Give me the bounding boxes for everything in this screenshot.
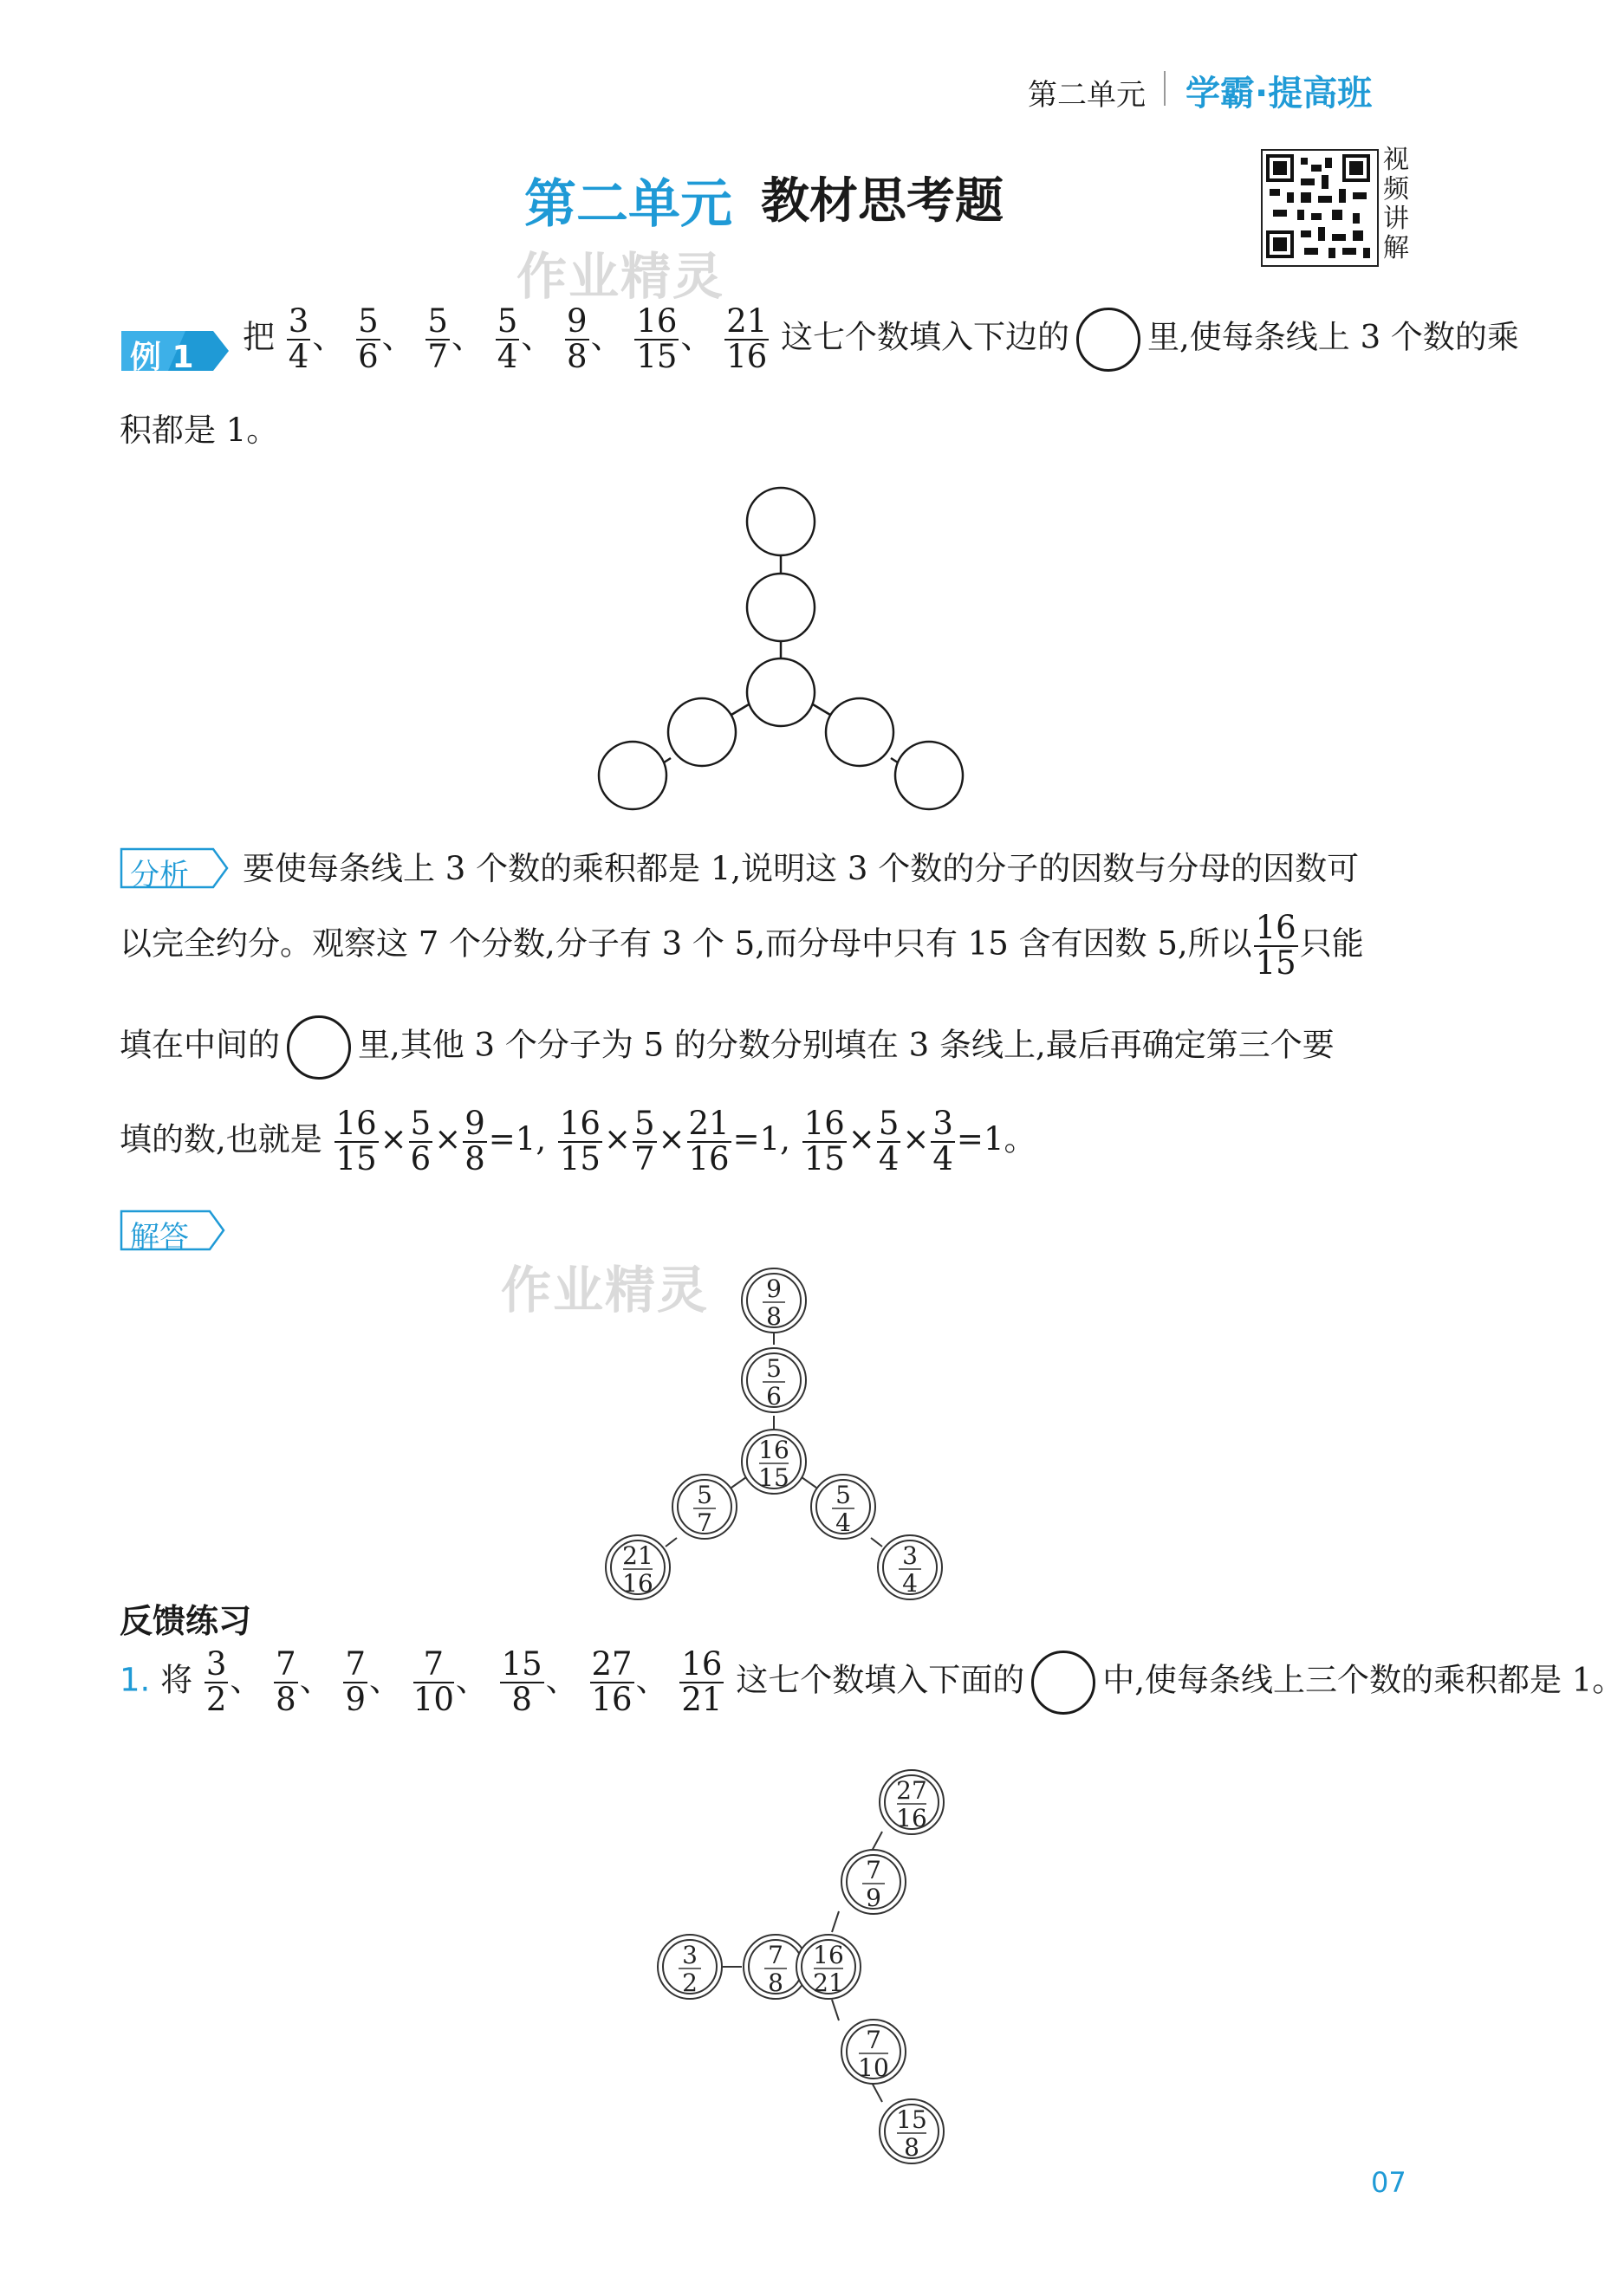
fb-upper-den: 9 — [866, 1884, 881, 1912]
example-tag-label: 例 1 — [130, 340, 194, 375]
answer-left-inner-den: 7 — [697, 1508, 712, 1537]
header-unit: 第二单元 — [1028, 78, 1146, 113]
blank-circle — [287, 1015, 351, 1080]
section-title: 反馈练习 — [120, 1602, 252, 1640]
fraction: $\frac{9}{8}$ — [567, 302, 588, 375]
fraction: $\frac{16}{21}$ — [681, 1645, 723, 1718]
fraction: $\frac{16}{15}$ — [636, 302, 678, 375]
fraction: $\frac{27}{16}$ — [591, 1645, 633, 1718]
blank-node — [747, 658, 815, 726]
header-divider — [1164, 71, 1166, 106]
answer-center-den: 15 — [758, 1463, 789, 1492]
example-intro-mid: 这七个数填入下边的 — [781, 318, 1070, 356]
answer-upper-den: 6 — [766, 1382, 782, 1411]
answer-left-inner-num: 5 — [697, 1481, 712, 1509]
analysis-line-2: 以完全约分。观察这 7 个分数,分子有 3 个 5,而分母中只有 15 含有因数 5,所以 $\frac{16}{15}$ 只能 — [120, 909, 1364, 982]
fraction: $\frac{21}{16}$ — [726, 302, 768, 375]
fb-left-outer-num: 3 — [682, 1941, 698, 1969]
fb-lower-den: 10 — [858, 2053, 889, 2082]
fb-left-inner-den: 8 — [768, 1968, 783, 1997]
blank-node — [747, 574, 815, 641]
page-title-unit: 第二单元 — [524, 174, 732, 235]
qr-code-icon — [1263, 151, 1374, 262]
answer-right-inner-den: 4 — [835, 1508, 851, 1537]
analysis-line-3: 填在中间的 里,其他 3 个分子为 5 的分数分别填在 3 条线上,最后再确定第三个要 — [120, 1015, 1335, 1080]
blank-node — [826, 698, 893, 766]
qr-label: 视频讲解 — [1383, 145, 1409, 263]
question-number: 1. — [120, 1661, 151, 1699]
answer-tag-label: 解答 — [130, 1220, 189, 1255]
fb-top-den: 16 — [896, 1804, 927, 1832]
answer-left-outer-den: 16 — [622, 1569, 653, 1598]
fraction: $\frac{5}{6}$ — [358, 302, 379, 375]
answer-top-num: 9 — [766, 1274, 782, 1303]
blank-node — [895, 742, 963, 809]
example-line-1: 把 $\frac{3}{4}$ 、 $\frac{5}{6}$ 、 $\frac{5}{7}$ 、 $\frac{5}{4}$ 、 $\frac{9}{8}$ 、 $\frac{16}{15}$ 、 $\frac{21}{16}$ 这七个数填入下边的 里,使每条线上 3 个数的乘 — [243, 302, 1519, 375]
answer-diagram — [589, 1261, 971, 1612]
blank-circle — [1031, 1651, 1095, 1715]
answer-upper-num: 5 — [766, 1354, 782, 1383]
example-intro-end: 里,使每条线上 3 个数的乘 — [1147, 318, 1519, 356]
blank-node — [747, 488, 815, 555]
feedback-answer-diagram — [624, 1767, 971, 2162]
watermark: 作业精灵 — [501, 1261, 710, 1320]
example-intro-start: 把 — [243, 318, 275, 356]
fraction: $\frac{3}{2}$ — [205, 1645, 227, 1718]
page-title-name: 教材思考题 — [761, 173, 1004, 230]
fb-upper-num: 7 — [866, 1856, 881, 1884]
blank-node — [668, 698, 736, 766]
answer-center-num: 16 — [758, 1436, 789, 1464]
fb-lower-num: 7 — [866, 2026, 881, 2054]
fraction: $\frac{7}{9}$ — [345, 1645, 367, 1718]
fb-center-num: 16 — [813, 1941, 844, 1969]
page-number: 07 — [1371, 2166, 1406, 2199]
blank-node — [599, 742, 666, 809]
analysis-tag-label: 分析 — [130, 858, 189, 892]
equation-1: $\frac{16}{15}$ × $\frac{5}{6}$ × $\frac{9}{8}$ =1 — [335, 1105, 536, 1177]
answer-left-outer-num: 21 — [622, 1541, 653, 1570]
answer-right-outer-num: 3 — [902, 1541, 918, 1570]
equation-3: $\frac{16}{15}$ × $\frac{5}{4}$ × $\frac{3}{4}$ =1 — [803, 1105, 1004, 1177]
blank-diagram — [581, 481, 979, 827]
example-line-2: 积都是 1。 — [120, 412, 279, 449]
analysis-line-4: 填的数,也就是 $\frac{16}{15}$ × $\frac{5}{6}$ × $\frac{9}{8}$ =1, $\frac{16}{15}$ × $\frac{5}{7}$ × $\frac{21}{16}$ =1, $\frac{16}{15}$ × $\frac{5}{4}$ × $\frac{3}{4}$ =1。 — [120, 1105, 1036, 1177]
fb-left-outer-den: 2 — [682, 1968, 698, 1997]
fraction: $\frac{16}{15}$ — [1255, 909, 1296, 982]
fb-center-den: 21 — [813, 1968, 844, 1997]
fraction: $\frac{7}{10}$ — [412, 1645, 454, 1718]
answer-top-den: 8 — [766, 1302, 782, 1331]
fb-left-inner-num: 7 — [768, 1941, 783, 1969]
watermark: 作业精灵 — [516, 247, 725, 306]
fb-bottom-num: 15 — [896, 2105, 927, 2134]
blank-circle — [1076, 308, 1140, 372]
feedback-question-1: 1. 将 $\frac{3}{2}$ 、 $\frac{7}{8}$ 、 $\frac{7}{9}$ 、 $\frac{7}{10}$ 、 $\frac{15}{8}$ 、 $\frac{27}{16}$ 、 $\frac{16}{21}$ 这七个数填入下面的 中,使每条线上三个数的乘积都是 1。 — [120, 1645, 1624, 1718]
fb-top-num: 27 — [896, 1776, 927, 1805]
fraction: $\frac{3}{4}$ — [288, 302, 309, 375]
answer-right-outer-den: 4 — [902, 1569, 918, 1598]
qr-code[interactable] — [1261, 149, 1379, 267]
fraction: $\frac{15}{8}$ — [501, 1645, 542, 1718]
header-brand: 学霸·提高班 — [1186, 74, 1373, 114]
fraction: $\frac{5}{4}$ — [497, 302, 518, 375]
equation-2: $\frac{16}{15}$ × $\frac{5}{7}$ × $\frac{21}{16}$ =1 — [559, 1105, 781, 1177]
answer-right-inner-num: 5 — [835, 1481, 851, 1509]
fraction: $\frac{7}{8}$ — [276, 1645, 296, 1718]
analysis-line-1: 要使每条线上 3 个数的乘积都是 1,说明这 3 个数的分子的因数与分母的因数可 — [243, 850, 1360, 887]
fb-bottom-den: 8 — [904, 2133, 919, 2162]
fraction: $\frac{5}{7}$ — [427, 302, 448, 375]
